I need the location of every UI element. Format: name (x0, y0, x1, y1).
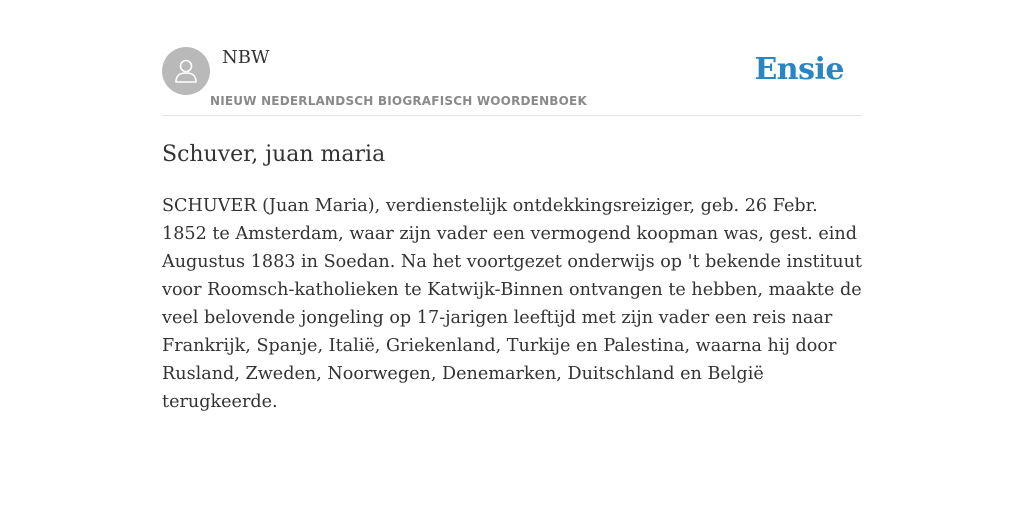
user-icon (171, 56, 201, 86)
ensie-logo[interactable]: Ensie (754, 52, 844, 87)
source-header (162, 40, 862, 116)
source-name[interactable]: NBW (222, 47, 270, 68)
entry-title: Schuver, juan maria (162, 142, 386, 167)
source-avatar[interactable] (162, 47, 210, 95)
source-full-name: NIEUW NEDERLANDSCH BIOGRAFISCH WOORDENBOEK (210, 94, 587, 108)
entry-body: SCHUVER (Juan Maria), verdienstelijk ontdekkingsreiziger, geb. 26 Febr. 1852 te Amsterdam, waar zijn vader een vermogend koopman was, gest. eind Augustus 1883 in Soedan. Na het voortgezet onderwijs op 't bekende instituut voor Roomsch-katholieken te Katwijk-Binnen ontvangen te hebben, maakte de veel belovende jongeling op 17-jarigen leeftijd met zijn vader een reis naar Frankrijk, Spanje, Italië, Griekenland, Turkije en Palestina, waarna hij door Rusland, Zweden, Noorwegen, Denemarken, Duitschland en België terugkeerde. (162, 196, 862, 412)
